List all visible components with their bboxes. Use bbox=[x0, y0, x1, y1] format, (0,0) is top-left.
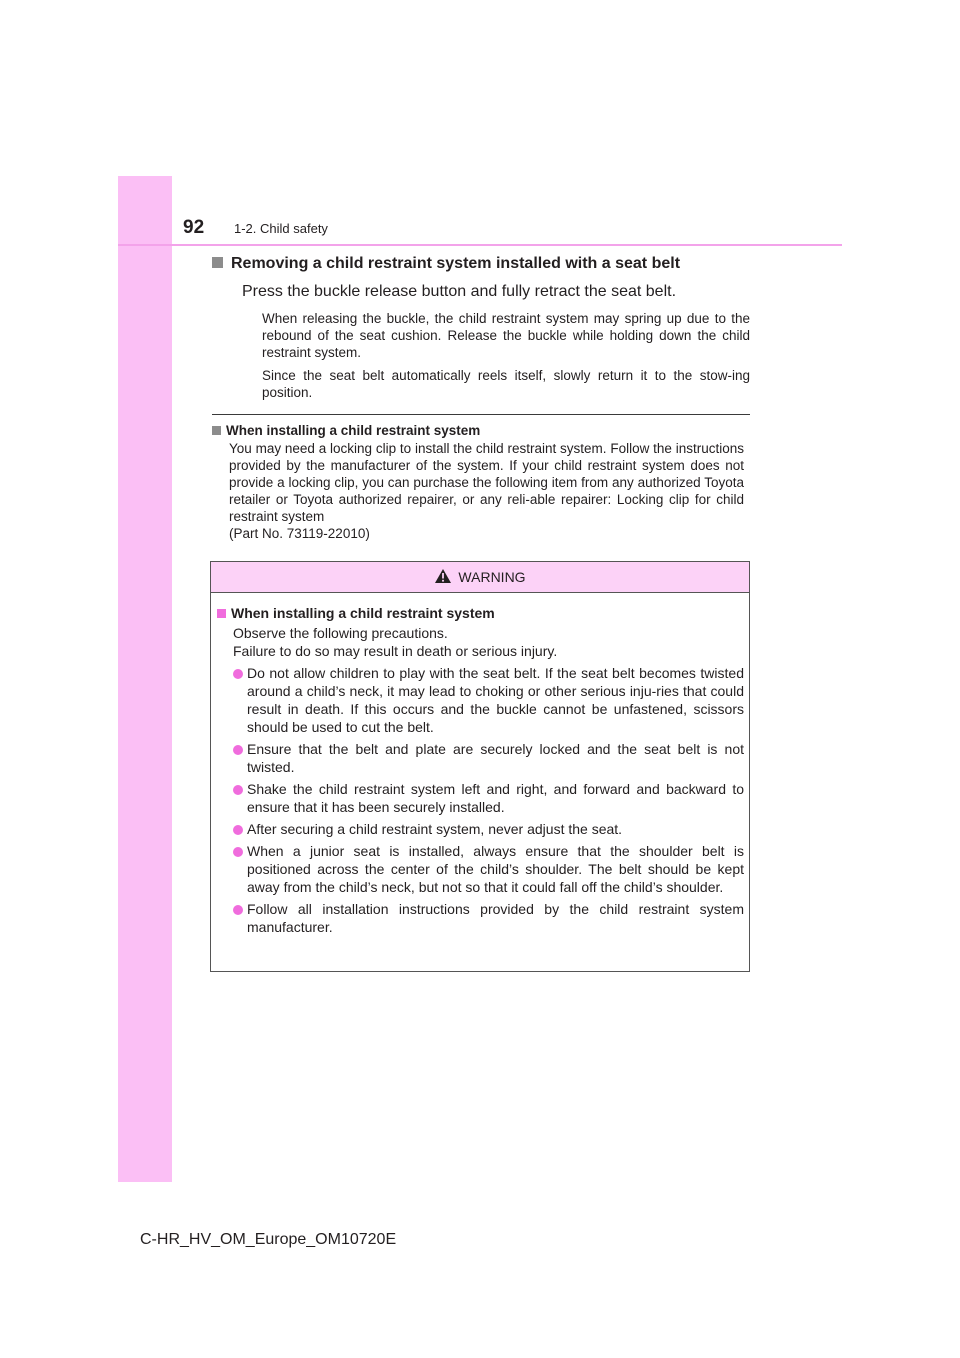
removing-heading-text: Removing a child restraint system installed with a seat belt bbox=[231, 255, 681, 272]
bullet-dot-icon bbox=[233, 745, 243, 755]
warning-box bbox=[210, 561, 750, 972]
bullet-dot-icon bbox=[233, 785, 243, 795]
header-rule bbox=[118, 244, 842, 246]
document-code: C-HR_HV_OM_Europe_OM10720E bbox=[140, 1231, 397, 1248]
section-title: 1-2. Child safety bbox=[234, 221, 328, 236]
removing-note-1: When releasing the buckle, the child restraint system may spring up due to the rebound of the seat cushion. Release the buckle while holding down the child restraint system. bbox=[262, 311, 750, 360]
bullet-dot-icon bbox=[233, 825, 243, 835]
warning-intro-line-2: Failure to do so may result in death or serious injury. bbox=[233, 643, 558, 659]
section-divider bbox=[212, 414, 750, 415]
removing-section bbox=[212, 252, 750, 407]
installing-note-section bbox=[212, 422, 744, 542]
warning-heading-text: When installing a child restraint system bbox=[231, 605, 495, 621]
warning-body bbox=[211, 593, 749, 936]
warning-item bbox=[233, 740, 744, 776]
installing-note-text: You may need a locking clip to install the child restraint system. Follow the instructions provided by the manufacturer of the system. If your child restraint system does not provide a locking clip, you can purchase the following item from any authorized Toyota retailer or Toyota authorized repairer, or any reli-able repairer: Locking clip for child restraint system bbox=[229, 441, 744, 524]
installing-note-part-number: (Part No. 73119-22010) bbox=[229, 526, 370, 541]
bullet-dot-icon bbox=[233, 847, 243, 857]
warning-intro-line-1: Observe the following precautions. bbox=[233, 625, 448, 641]
removing-heading bbox=[212, 252, 750, 276]
removing-instruction: Press the buckle release button and fully retract the seat belt. bbox=[242, 283, 677, 300]
warning-item bbox=[233, 900, 744, 936]
warning-item-text: Do not allow children to play with the seat belt. If the seat belt becomes twisted around a child’s neck, it may lead to choking or other serious inju-ries that could result in death. If this occurs and the buckle cannot be unfastened, scissors should be used to cut the belt. bbox=[247, 665, 744, 735]
bullet-dot-icon bbox=[233, 669, 243, 679]
installing-note-heading-text: When installing a child restraint system bbox=[226, 423, 481, 438]
warning-item-text: Shake the child restraint system left and right, and forward and backward to ensure that it has been securely installed. bbox=[247, 781, 744, 815]
warning-heading bbox=[217, 604, 744, 622]
warning-item bbox=[233, 820, 744, 838]
square-bullet-icon bbox=[212, 257, 223, 268]
removing-note-2: Since the seat belt automatically reels itself, slowly return it to the stow-ing position. bbox=[262, 368, 750, 400]
bullet-dot-icon bbox=[233, 905, 243, 915]
warning-item-text: After securing a child restraint system, never adjust the seat. bbox=[247, 821, 623, 837]
warning-intro bbox=[233, 624, 744, 660]
warning-item-text: When a junior seat is installed, always ensure that the shoulder belt is positioned across the center of the child’s shoulder. The belt should be kept away from the child’s neck, but not so that it could fall off the child’s shoulder. bbox=[247, 843, 744, 895]
page-number: 92 bbox=[183, 217, 205, 238]
warning-item bbox=[233, 664, 744, 736]
square-bullet-icon bbox=[212, 426, 221, 435]
square-bullet-icon bbox=[217, 609, 226, 618]
warning-item bbox=[233, 780, 744, 816]
warning-triangle-icon bbox=[434, 568, 452, 587]
warning-header bbox=[211, 562, 749, 593]
warning-item bbox=[233, 842, 744, 896]
warning-item-text: Ensure that the belt and plate are securely locked and the seat belt is not twisted. bbox=[247, 741, 744, 775]
installing-note-heading bbox=[212, 422, 744, 439]
chapter-sidebar-tab bbox=[118, 176, 172, 1182]
warning-label: WARNING bbox=[458, 569, 526, 585]
warning-item-text: Follow all installation instructions provided by the child restraint system manufacturer. bbox=[247, 901, 744, 935]
